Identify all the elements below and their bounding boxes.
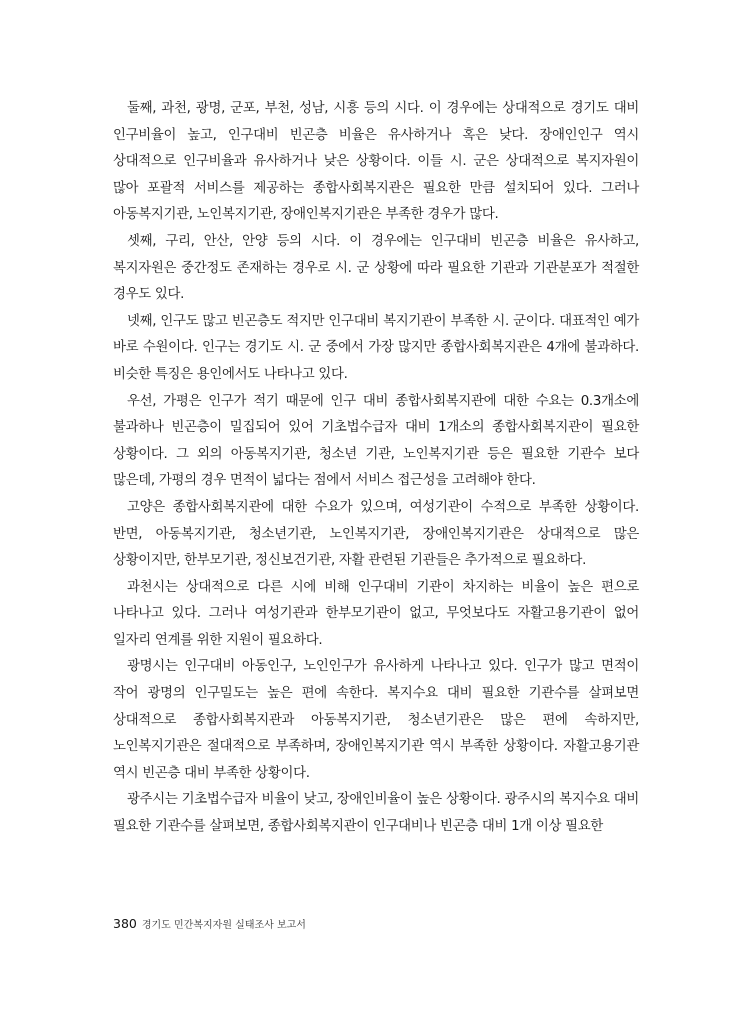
paragraph: 과천시는 상대적으로 다른 시에 비해 인구대비 기관이 차지하는 비율이 높은 편으로 나타나고 있다. 그러나 여성기관과 한부모기관이 없고, 무엇보다도 자활고용기관이 없어 일자리 연계를 위한 지원이 필요하다. [113,579,639,648]
paragraph: 셋째, 구리, 안산, 안양 등의 시다. 이 경우에는 인구대비 빈곤층 비율은 유사하고, 복지자원은 중간정도 존재하는 경우로 시. 군 상황에 따라 필요한 기관과 기관분포가 적절한 경우도 있다. [113,233,639,303]
paragraph: 넷째, 인구도 많고 빈곤층도 적지만 인구대비 복지기관이 부족한 시. 군이다. 대표적인 예가 바로 수원이다. 인구는 경기도 시. 군 중에서 가장 많지만 종합사회복지관은 4개에 불과하다. 비슷한 특징은 용인에서도 나타나고 있다. [113,313,639,382]
page-number: 380 [113,916,137,931]
paragraph: 우선, 가평은 인구가 적기 때문에 인구 대비 종합사회복지관에 대한 수요는 0.3개소에 불과하나 빈곤층이 밀집되어 있어 기초법수급자 대비 1개소의 종합사회복지관이 필요한 상황이다. 그 외의 아동복지기관, 청소년 기관, 노인복지기관 등은 필요한 기관수 보다 많은데, 가평의 경우 면적이 넓다는 점에서 서비스 접근성을 고려해야 한다. [113,393,639,489]
paragraph: 둘째, 과천, 광명, 군포, 부천, 성남, 시흥 등의 시다. 이 경우에는 상대적으로 경기도 대비 인구비율이 높고, 인구대비 빈곤층 비율은 유사하거나 혹은 낮다. 장애인인구 역시 상대적으로 인구비율과 유사하거나 낮은 상황이다. 이들 시. 군은 상대적으로 복지자원이 많아 포괄적 서비스를 제공하는 종합사회복지관은 필요한 만큼 설치되어 있다. 그러나 아동복지기관, 노인복지기관, 장애인복지기관은 부족한 경우가 많다. [113,101,639,223]
report-title: 경기도 민간복지자원 실태조사 보고서 [141,920,306,931]
paragraph: 광명시는 인구대비 아동인구, 노인인구가 유사하게 나타나고 있다. 인구가 많고 면적이 작어 광명의 인구밀도는 높은 편에 속한다. 복지수요 대비 필요한 기관수를 살펴보면 상대적으로 종합사회복지관과 아동복지기관, 청소년기관은 많은 편에 속하지만, 노인복지기관은 절대적으로 부족하며, 장애인복지기관 역시 부족한 상황이다. 자활고용기관 역시 빈곤층 대비 부족한 상황이다. [113,659,639,781]
page-footer [113,916,306,931]
paragraph: 광주시는 기초법수급자 비율이 낮고, 장애인비율이 높은 상황이다. 광주시의 복지수요 대비 필요한 기관수를 살펴보면, 종합사회복지관이 인구대비나 빈곤층 대비 1개 이상 필요한 [113,792,639,835]
body-text [113,96,639,841]
paragraph: 고양은 종합사회복지관에 대한 수요가 있으며, 여성기관이 수적으로 부족한 상황이다. 반면, 아동복지기관, 청소년기관, 노인복지기관, 장애인복지기관은 상대적으로 많은 상황이지만, 한부모기관, 정신보건기관, 자활 관련된 기관들은 추가적으로 필요하다. [113,499,639,569]
